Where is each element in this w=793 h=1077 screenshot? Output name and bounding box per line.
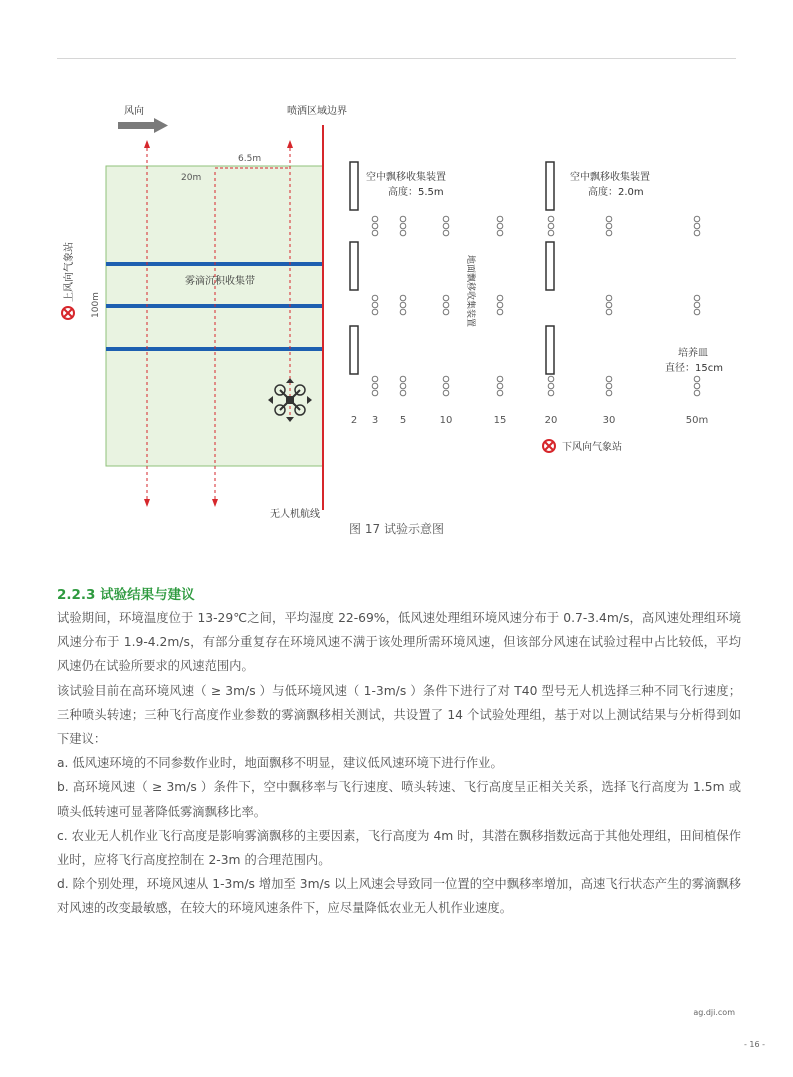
petri-dish [606, 216, 612, 222]
petri-dish [443, 223, 449, 229]
petri-dish [400, 309, 406, 315]
paragraph-overview: 该试验目前在高环境风速（ ≥ 3m/s ）与低环境风速（ 1-3m/s ）条件下进行了对 T40 型号无人机选择三种不同飞行速度；三种喷头转速；三种飞行高度作业参数的雾滴飘移相关测试，共设置了 14 个试验处理组，基于对以上测试结果与分析得到如下建议： [57, 683, 741, 747]
recommendation-d: d. 除个别处理，环境风速从 1-3m/s 增加至 3m/s 以上风速会导致同一位置的空中飘移率增加，高速飞行状态产生的雾滴飘移对风速的改变最敏感，在较大的环境风速条件下，应尽量降低农业无人机作业速度。 [57, 877, 741, 916]
site-url: ag.dji.com [693, 1008, 735, 1017]
petri-dish [497, 302, 503, 308]
petri-dish [372, 390, 378, 396]
petri-dish [497, 295, 503, 301]
distance-label: 5 [399, 415, 407, 426]
petri-dish [548, 376, 554, 382]
petri-dish [443, 383, 449, 389]
air-collector-post [546, 326, 554, 374]
upwind-station-label: 上风向气象站 [64, 242, 75, 302]
petri-dish [400, 223, 406, 229]
drone-route-label: 无人机航线 [270, 509, 320, 520]
petri-dish [372, 383, 378, 389]
petri-dish [372, 223, 378, 229]
petri-dish [400, 376, 406, 382]
petri-dish [606, 309, 612, 315]
distance-label: 20 [544, 415, 558, 426]
petri-dish [694, 295, 700, 301]
petri-dish [694, 216, 700, 222]
petri-dish [606, 230, 612, 236]
band-label: 雾滴沉积收集带 [185, 276, 255, 287]
dim-100m: 100m [91, 292, 101, 318]
air-collector-height-2: 高度：2.0m [588, 187, 644, 198]
petri-dish [606, 223, 612, 229]
downwind-station-icon [543, 440, 555, 452]
section-title: 2.2.3 试验结果与建议 [57, 587, 195, 603]
figure-caption: 图 17 试验示意图 [349, 522, 444, 536]
petri-dish [606, 302, 612, 308]
petri-dish [372, 309, 378, 315]
dim-20m: 20m [181, 173, 202, 183]
petri-dish [400, 295, 406, 301]
petri-dish [443, 309, 449, 315]
petri-dish [497, 376, 503, 382]
distance-label: 3 [371, 415, 379, 426]
recommendation-b: b. 高环境风速（ ≥ 3m/s ）条件下，空中飘移率与飞行速度、喷头转速、飞行高度呈正相关关系，选择飞行高度为 1.5m 或喷头低转速可显著降低雾滴飘移比率。 [57, 780, 741, 819]
air-collector-post [546, 162, 554, 210]
petri-dish [606, 295, 612, 301]
petri-dish [400, 230, 406, 236]
petri-dish [497, 390, 503, 396]
recommendation-c: c. 农业无人机作业飞行高度是影响雾滴飘移的主要因素，飞行高度为 4m 时，其潜在飘移指数远高于其他处理组，田间植保作业时，应将飞行高度控制在 2-3m 的合理范围内。 [57, 828, 741, 868]
petri-dish [400, 302, 406, 308]
petri-dish [694, 383, 700, 389]
petri-dish [497, 230, 503, 236]
page-number: - 16 - [743, 1040, 765, 1049]
air-collector-post [350, 326, 358, 374]
petri-dish [548, 390, 554, 396]
petri-dish [694, 309, 700, 315]
air-collector-label-2: 空中飘移收集装置 [570, 172, 650, 183]
petri-dish [694, 230, 700, 236]
petri-dish [372, 302, 378, 308]
dish-label: 培养皿 [678, 348, 708, 359]
petri-dish-groups [372, 216, 700, 396]
section-body [57, 606, 741, 921]
distance-label: 15 [493, 415, 507, 426]
petri-dish [372, 216, 378, 222]
petri-dish [443, 390, 449, 396]
petri-dish [497, 309, 503, 315]
petri-dish [548, 223, 554, 229]
air-collector-height-1: 高度：5.5m [388, 187, 444, 198]
distance-label: 30 [602, 415, 616, 426]
paragraph-conditions: 试验期间，环境温度位于 13-29℃之间，平均湿度 22-69%，低风速处理组环境风速分布于 0.7-3.4m/s，高风速处理组环境风速分布于 1.9-4.2m/s，有部分重复存在环境风速不满于该处理所需环境风速，但该部分风速在试验过程中占比较低，平均风速仍在试验所要求的风速范围内。 [57, 611, 741, 674]
dim-6-5m: 6.5m [238, 154, 262, 164]
air-collector-post [350, 162, 358, 210]
distance-label: 2 [350, 415, 358, 426]
boundary-label: 喷洒区域边界 [287, 106, 347, 117]
petri-dish [372, 295, 378, 301]
petri-dish [694, 390, 700, 396]
petri-dish [443, 216, 449, 222]
petri-dish [400, 383, 406, 389]
petri-dish [606, 376, 612, 382]
petri-dish [443, 230, 449, 236]
upwind-station-icon [62, 307, 74, 319]
petri-dish [548, 230, 554, 236]
recommendation-a: a. 低风速环境的不同参数作业时，地面飘移不明显，建议低风速环境下进行作业。 [57, 756, 503, 771]
petri-dish [372, 230, 378, 236]
distance-label: 10 [439, 415, 453, 426]
air-collector-post [350, 242, 358, 290]
petri-dish [443, 302, 449, 308]
petri-dish [694, 223, 700, 229]
distance-label: 50m [685, 415, 709, 426]
petri-dish [443, 376, 449, 382]
petri-dish [443, 295, 449, 301]
petri-dish [497, 216, 503, 222]
petri-dish [548, 383, 554, 389]
air-collector-label-1: 空中飘移收集装置 [366, 172, 446, 183]
petri-dish [372, 376, 378, 382]
air-collector-post [546, 242, 554, 290]
wind-label: 风向 [124, 106, 144, 117]
petri-dish [400, 216, 406, 222]
downwind-station-label: 下风向气象站 [562, 442, 622, 453]
petri-dish [606, 383, 612, 389]
wind-arrow-icon [118, 118, 168, 133]
petri-dish [497, 223, 503, 229]
petri-dish [497, 383, 503, 389]
petri-dish [694, 376, 700, 382]
petri-dish [400, 390, 406, 396]
ground-collector-label: 地面飘移收集装置 [465, 255, 475, 328]
distance-labels [351, 415, 708, 426]
petri-dish [606, 390, 612, 396]
petri-dish [694, 302, 700, 308]
petri-dish [548, 216, 554, 222]
dish-diameter: 直径：15cm [665, 363, 723, 374]
